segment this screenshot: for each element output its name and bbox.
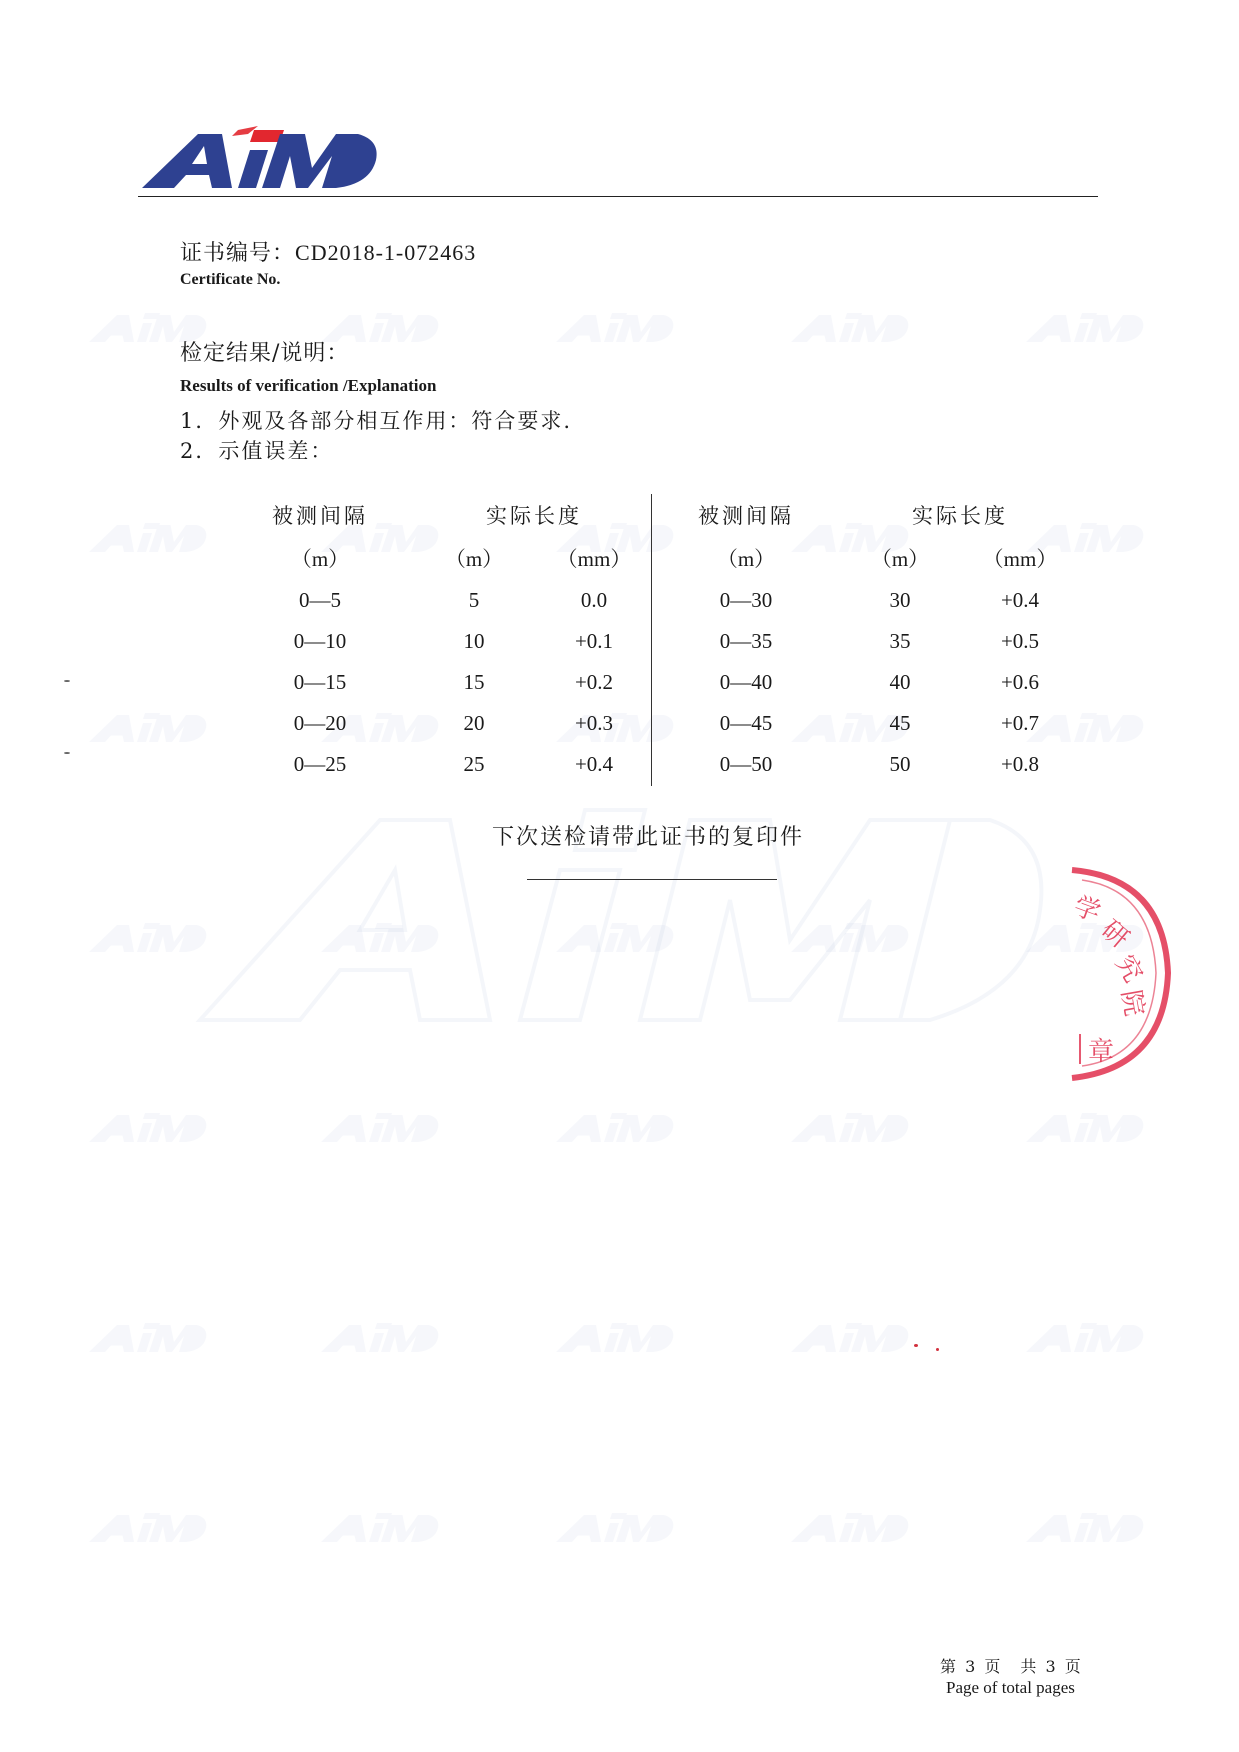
- watermark-logo: [88, 510, 208, 566]
- left-row-4-length-m: 20: [463, 711, 485, 735]
- svg-text:究: 究: [1109, 950, 1148, 988]
- svg-text:章: 章: [1088, 1037, 1115, 1067]
- left-row-2-length-m: 10: [463, 629, 485, 653]
- watermark-logo: [790, 1500, 910, 1556]
- right-row-3-error-mm: +0.6: [1000, 670, 1040, 694]
- right-row-4-interval: 0—45: [719, 711, 773, 735]
- left-row-1-interval: 0—5: [299, 588, 341, 612]
- left-unit-length-m: （m）: [444, 547, 504, 571]
- left-row-3-length-m: 15: [463, 670, 485, 694]
- watermark-logo: [1025, 1310, 1145, 1366]
- svg-text:学: 学: [1069, 891, 1105, 929]
- watermark-logo: [555, 1100, 675, 1156]
- right-unit-interval: （m）: [716, 547, 776, 571]
- watermark-logo: [88, 1100, 208, 1156]
- left-unit-interval: （m）: [290, 547, 350, 571]
- svg-text:研: 研: [1095, 914, 1135, 955]
- left-row-1-length-m: 5: [468, 588, 480, 612]
- right-unit-length-mm: （mm）: [982, 547, 1058, 571]
- results-label-en: Results of verification /Explanation: [180, 376, 437, 395]
- watermark-logo: [555, 1310, 675, 1366]
- left-row-3-interval: 0—15: [293, 670, 347, 694]
- result-item-2: 2．示值误差：: [180, 439, 334, 463]
- next-inspection-note: 下次送检请带此证书的复印件: [492, 825, 805, 850]
- certificate-number: CD2018-1-072463: [295, 240, 477, 265]
- left-row-2-error-mm: +0.1: [574, 629, 614, 653]
- watermark-logo: [790, 1100, 910, 1156]
- watermark-logo: [1025, 1500, 1145, 1556]
- right-row-2-length-m: 35: [889, 629, 911, 653]
- left-row-5-interval: 0—25: [293, 752, 347, 776]
- left-row-4-interval: 0—20: [293, 711, 347, 735]
- svg-text:院: 院: [1115, 987, 1150, 1019]
- right-row-4-length-m: 45: [889, 711, 911, 735]
- watermark-logo: [88, 700, 208, 756]
- watermark-logo: [555, 910, 675, 966]
- certificate-label: 证书编号：: [180, 241, 296, 266]
- watermark-logo: [88, 1310, 208, 1366]
- scan-speck: [64, 680, 70, 682]
- watermark-logo: [790, 1310, 910, 1366]
- page-number-en: Page of total pages: [946, 1678, 1075, 1697]
- watermark-logo: [88, 1500, 208, 1556]
- note-underline: [527, 879, 777, 880]
- watermark-logo: [320, 1500, 440, 1556]
- official-seal-stamp: [1064, 858, 1174, 1088]
- watermark-logo: [320, 1310, 440, 1366]
- right-header-interval: 被测间隔: [698, 504, 794, 528]
- right-row-5-error-mm: +0.8: [1000, 752, 1040, 776]
- watermark-logo: [790, 300, 910, 356]
- left-row-5-error-mm: +0.4: [574, 752, 614, 776]
- left-row-5-length-m: 25: [463, 752, 485, 776]
- results-label-cn: 检定结果/说明：: [180, 341, 350, 366]
- watermark-logo: [1025, 1100, 1145, 1156]
- right-unit-length-m: （m）: [870, 547, 930, 571]
- header-rule: [138, 196, 1098, 197]
- table-divider: [651, 494, 652, 786]
- left-row-3-error-mm: +0.2: [574, 670, 614, 694]
- right-row-1-error-mm: +0.4: [1000, 588, 1040, 612]
- right-header-length: 实际长度: [912, 504, 1008, 528]
- certificate-label-en: Certificate No.: [180, 271, 281, 288]
- left-unit-length-mm: （mm）: [556, 547, 632, 571]
- right-row-2-error-mm: +0.5: [1000, 629, 1040, 653]
- scan-speck: [936, 1348, 939, 1351]
- left-row-4-error-mm: +0.3: [574, 711, 614, 735]
- watermark-logo: [88, 910, 208, 966]
- left-row-2-interval: 0—10: [293, 629, 347, 653]
- scan-speck: [914, 1344, 918, 1347]
- right-row-1-interval: 0—30: [719, 588, 773, 612]
- right-row-5-length-m: 50: [889, 752, 911, 776]
- watermark-logo: [790, 910, 910, 966]
- aim-logo: [140, 120, 380, 200]
- right-row-2-interval: 0—35: [719, 629, 773, 653]
- watermark-logo: [1025, 300, 1145, 356]
- right-row-4-error-mm: +0.7: [1000, 711, 1040, 735]
- right-row-3-length-m: 40: [889, 670, 911, 694]
- scan-speck: [64, 752, 70, 754]
- right-row-1-length-m: 30: [889, 588, 911, 612]
- watermark-logo: [555, 1500, 675, 1556]
- watermark-logo: [320, 1100, 440, 1156]
- left-row-1-error-mm: 0.0: [580, 588, 608, 612]
- certificate-label-cn: [180, 236, 476, 267]
- result-item-1: 1．外观及各部分相互作用：符合要求.: [180, 409, 573, 433]
- left-header-length: 实际长度: [486, 504, 582, 528]
- right-row-3-interval: 0—40: [719, 670, 773, 694]
- right-row-5-interval: 0—50: [719, 752, 773, 776]
- page-number-cn: 第 3 页 共 3 页: [940, 1657, 1083, 1676]
- watermark-logo: [320, 910, 440, 966]
- watermark-logo: [555, 300, 675, 356]
- left-header-interval: 被测间隔: [272, 504, 368, 528]
